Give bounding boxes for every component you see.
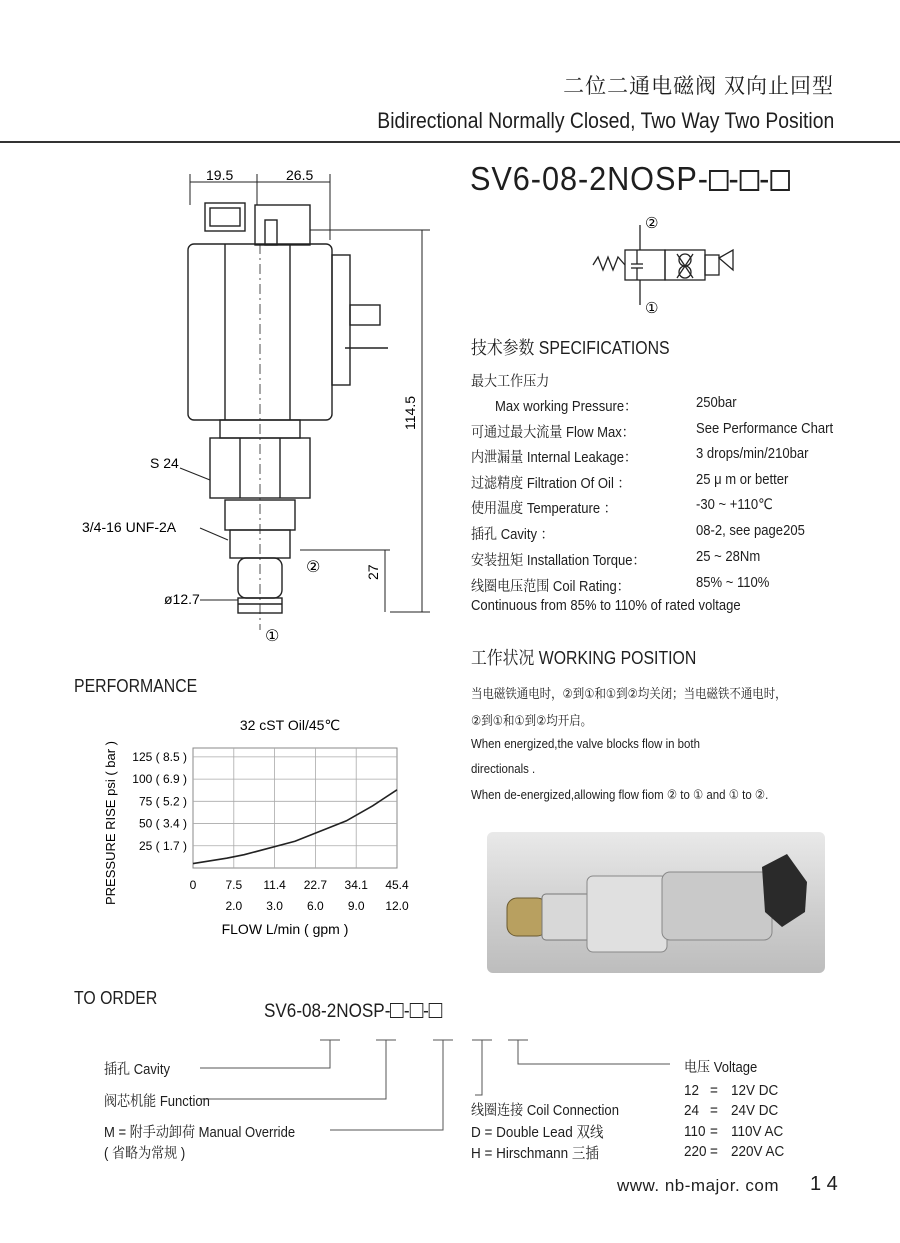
valve-photo-illustration — [487, 832, 825, 973]
x-tick-label-gpm: 9.0 — [347, 899, 365, 913]
spec-value: -30 ~ +110℃ — [696, 497, 773, 513]
spec-value: See Performance Chart — [696, 421, 834, 437]
chart-title: 32 cST Oil/45℃ — [239, 717, 341, 733]
y-tick-label: 25 ( 1.7 ) — [138, 838, 187, 853]
specs-note: Continuous from 85% to 110% of rated voltage — [471, 598, 741, 614]
y-tick-label: 50 ( 3.4 ) — [138, 816, 187, 831]
spec-value: 250bar — [696, 395, 737, 411]
order-function-label: 阀芯机能 Function — [104, 1094, 210, 1110]
dim-114-5: 114.5 — [402, 396, 418, 430]
page-number: 1 4 — [810, 1173, 838, 1195]
order-heading: TO ORDER — [74, 988, 158, 1008]
spec-label: 可通过最大流量 Flow Max： — [471, 425, 635, 441]
working-line: directionals . — [471, 761, 536, 776]
order-sep: - — [423, 1001, 429, 1022]
working-line: When energized,the valve blocks flow in both — [471, 736, 700, 751]
x-tick-label: 7.5 — [225, 878, 243, 892]
spec-label: Max working Pressure： — [495, 399, 638, 415]
voltage-eq: = — [710, 1123, 718, 1140]
y-tick-label: 75 ( 5.2 ) — [138, 794, 187, 809]
working-line: When de-energized,allowing flow fiom ② to ① and ① to ②. — [471, 787, 769, 802]
series-line — [193, 790, 397, 864]
spec-label: 线圈电压范围 Coil Rating： — [471, 579, 630, 595]
voltage-val: 110V AC — [731, 1123, 784, 1140]
dim-27: 27 — [365, 564, 381, 580]
voltage-code: 110 — [684, 1123, 706, 1140]
title-english: Bidirectional Normally Closed, Two Way Two Position — [377, 108, 834, 133]
performance-chart — [95, 705, 425, 945]
spec-value: 08-2, see page205 — [696, 523, 805, 539]
symbol-port-1: ① — [645, 300, 659, 317]
option-box — [740, 170, 760, 191]
valve-drawing — [60, 160, 460, 650]
x-tick-label-gpm: 3.0 — [266, 899, 283, 913]
order-override-note: ( 省略为常规 ) — [104, 1146, 186, 1162]
order-override-label: M = 附手动卸荷 Manual Override — [104, 1125, 296, 1141]
working-line: 当电磁铁通电时，②到①和①到②均关闭；当电磁铁不通电时， — [471, 686, 787, 701]
order-code-prefix: SV6-08-2NOSP- — [264, 1001, 391, 1022]
voltage-eq: = — [710, 1102, 718, 1119]
model-number — [470, 160, 790, 198]
spec-value: 85% ~ 110% — [696, 575, 770, 591]
voltage-val: 12V DC — [731, 1082, 779, 1099]
diameter: ø12.7 — [164, 591, 200, 607]
x-tick-label: 45.4 — [385, 878, 409, 892]
working-heading: 工作状况 WORKING POSITION — [471, 648, 697, 668]
order-code — [264, 1001, 442, 1023]
voltage-code: 24 — [684, 1102, 700, 1119]
spec-label: 内泄漏量 Internal Leakage： — [471, 450, 638, 466]
x-tick-label-gpm: 12.0 — [385, 899, 409, 913]
voltage-eq: = — [710, 1143, 718, 1160]
x-tick-label: 0 — [189, 878, 197, 892]
symbol-port-2: ② — [645, 215, 659, 232]
y-tick-label: 125 ( 8.5 ) — [132, 749, 187, 764]
spec-value: 3 drops/min/210bar — [696, 446, 809, 462]
spec-label: 使用温度 Temperature ： — [471, 501, 617, 517]
model-sep: - — [759, 160, 771, 197]
y-axis-label: PRESSURE RISE psi ( bar ) — [103, 741, 118, 905]
dim-19-5: 19.5 — [206, 167, 234, 183]
x-tick-label: 34.1 — [344, 878, 368, 892]
voltage-val: 220V AC — [731, 1143, 785, 1160]
coil-heading: 线圈连接 Coil Connection — [471, 1103, 619, 1119]
x-tick-label-gpm: 2.0 — [225, 899, 243, 913]
model-sep: - — [728, 160, 740, 197]
product-photo — [487, 832, 825, 973]
voltage-heading: 电压 Voltage — [684, 1060, 758, 1076]
working-line: ②到①和①到②均开启。 — [471, 713, 593, 728]
x-tick-label: 11.4 — [263, 878, 286, 892]
port-2-label: ② — [306, 559, 321, 576]
x-tick-label: 22.7 — [303, 878, 328, 892]
spec-value: 25 μ m or better — [696, 472, 789, 488]
model-prefix: SV6-08-2NOSP- — [470, 160, 709, 197]
spec-label: 最大工作压力 — [471, 374, 550, 390]
order-leader-lines — [190, 1035, 690, 1135]
voltage-code: 220 — [684, 1143, 707, 1160]
spec-value: 25 ~ 28Nm — [696, 549, 761, 565]
header-divider — [0, 141, 900, 143]
hydraulic-symbol — [585, 210, 755, 320]
order-sep: - — [403, 1001, 410, 1022]
option-box — [709, 170, 729, 191]
plot-frame — [193, 748, 397, 868]
hex-size: S 24 — [150, 455, 179, 471]
spec-label: 安装扭矩 Installation Torque： — [471, 553, 646, 569]
specs-heading: 技术参数 SPECIFICATIONS — [471, 338, 670, 358]
thread-size: 3/4-16 UNF-2A — [82, 519, 177, 535]
option-box — [770, 170, 790, 191]
order-cavity-label: 插孔 Cavity — [104, 1062, 170, 1078]
x-tick-label-gpm: 6.0 — [307, 899, 324, 913]
port-1-label: ① — [265, 628, 280, 645]
footer-url: www. nb-major. com — [617, 1176, 780, 1195]
voltage-code: 12 — [684, 1082, 700, 1099]
dim-26-5: 26.5 — [286, 167, 314, 183]
title-chinese: 二位二通电磁阀 双向止回型 — [563, 75, 834, 98]
y-tick-label: 100 ( 6.9 ) — [132, 772, 187, 787]
voltage-val: 24V DC — [731, 1102, 779, 1119]
voltage-eq: = — [710, 1082, 718, 1099]
order-box — [390, 1003, 404, 1018]
coil-option-d: D = Double Lead 双线 — [471, 1124, 604, 1141]
performance-heading: PERFORMANCE — [74, 676, 198, 696]
spec-label: 过滤精度 Filtration Of Oil ： — [471, 476, 631, 492]
order-box — [410, 1003, 424, 1018]
x-axis-label: FLOW L/min ( gpm ) — [221, 921, 349, 937]
spec-label: 插孔 Cavity ： — [471, 527, 554, 543]
coil-option-h: H = Hirschmann 三插 — [471, 1145, 599, 1162]
order-box — [429, 1003, 443, 1018]
